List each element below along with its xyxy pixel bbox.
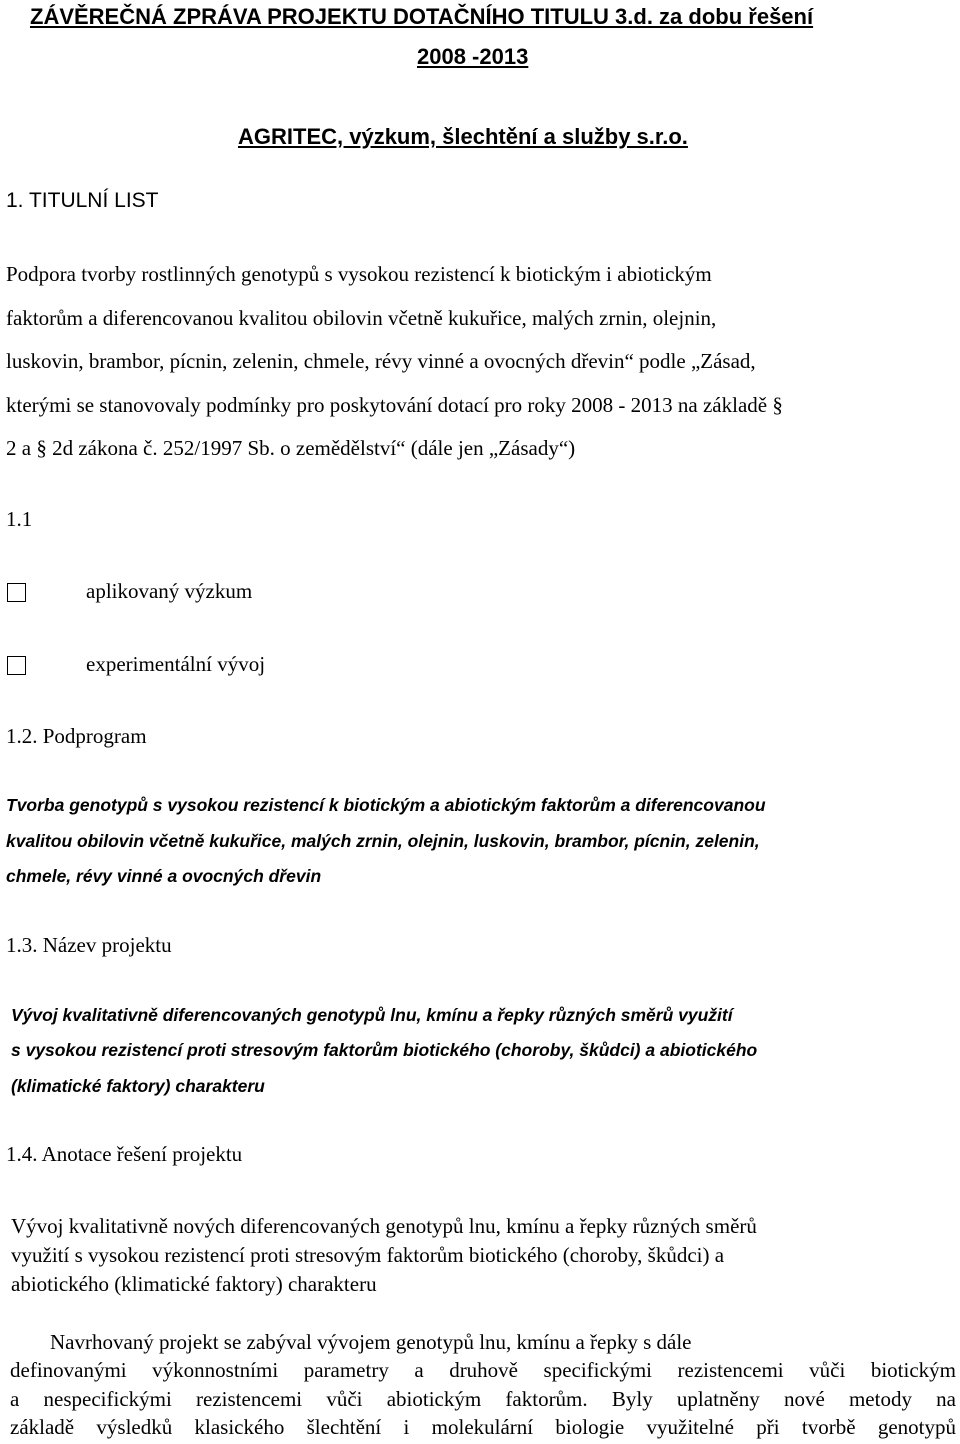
intro-line-4: kterými se stanovovaly podmínky pro poskytování dotací pro roky 2008 - 2013 na základě § [6, 393, 783, 417]
annotation-line-1: Vývoj kvalitativně nových diferencovaných genotypů lnu, kmínu a řepky různých směrů [11, 1214, 757, 1238]
section-title-nazev-projektu: 1.3. Název projektu [6, 933, 172, 957]
annotation-line-3: abiotického (klimatické faktory) charakteru [11, 1272, 377, 1296]
paragraph-line-3: a nespecifickými rezistencemi vůči abiotickým faktorům. Byly uplatněny nové metody na [10, 1387, 956, 1411]
intro-line-1: Podpora tvorby rostlinných genotypů s vysokou rezistencí k biotickým i abiotickým [6, 262, 712, 286]
podprogram-line-2: kvalitou obilovin včetně kukuřice, malých zrnin, olejnin, luskovin, brambor, pícnin, zelenin, [6, 831, 760, 851]
project-name-line-3: (klimatické faktory) charakteru [11, 1076, 265, 1096]
intro-line-3: luskovin, brambor, pícnin, zelenin, chmele, révy vinné a ovocných dřevin“ podle „Zásad, [6, 349, 756, 373]
option-label-experimentalni-vyvoj: experimentální vývoj [86, 652, 266, 676]
annotation-line-2: využití s vysokou rezistencí proti stresovým faktorům biotického (choroby, škůdci) a [11, 1243, 725, 1267]
checkbox-experimentalni-vyvoj[interactable] [7, 656, 26, 675]
podprogram-line-1: Tvorba genotypů s vysokou rezistencí k biotickým a abiotickým faktorům a diferencovanou [6, 795, 766, 815]
paragraph-line-2: definovanými výkonnostními parametry a druhově specifickými rezistencemi vůči biotickým [10, 1358, 956, 1382]
report-period: 2008 -2013 [417, 44, 529, 69]
project-name-line-1: Vývoj kvalitativně diferencovaných genotypů lnu, kmínu a řepky různých směrů využití [11, 1005, 733, 1025]
section-title-podprogram: 1.2. Podprogram [6, 724, 147, 748]
podprogram-line-3: chmele, révy vinné a ovocných dřevin [6, 866, 322, 886]
paragraph-line-4: základě výsledků klasického šlechtění i molekulární biologie využitelné při tvorbě genotypů [10, 1415, 956, 1439]
organization-name: AGRITEC, výzkum, šlechtění a služby s.r.o. [238, 124, 688, 149]
project-name-line-2: s vysokou rezistencí proti stresovým faktorům biotického (choroby, škůdci) a abiotického [11, 1040, 758, 1060]
section-title-anotace: 1.4. Anotace řešení projektu [6, 1142, 243, 1166]
option-label-aplikovany-vyzkum: aplikovaný výzkum [86, 579, 253, 603]
intro-line-5: 2 a § 2d zákona č. 252/1997 Sb. o zemědělství“ (dále jen „Zásady“) [6, 436, 576, 460]
report-title: ZÁVĚREČNÁ ZPRÁVA PROJEKTU DOTAČNÍHO TITULU 3.d. za dobu řešení [30, 4, 814, 29]
checkbox-aplikovany-vyzkum[interactable] [7, 583, 26, 602]
paragraph-line-1: Navrhovaný projekt se zabýval vývojem genotypů lnu, kmínu a řepky s dále [50, 1330, 692, 1354]
section-number-1-1: 1.1 [6, 507, 33, 531]
intro-line-2: faktorům a diferencovanou kvalitou obilovin včetně kukuřice, malých zrnin, olejnin, [6, 306, 717, 330]
section-title-titulni-list: 1. TITULNÍ LIST [6, 189, 159, 212]
